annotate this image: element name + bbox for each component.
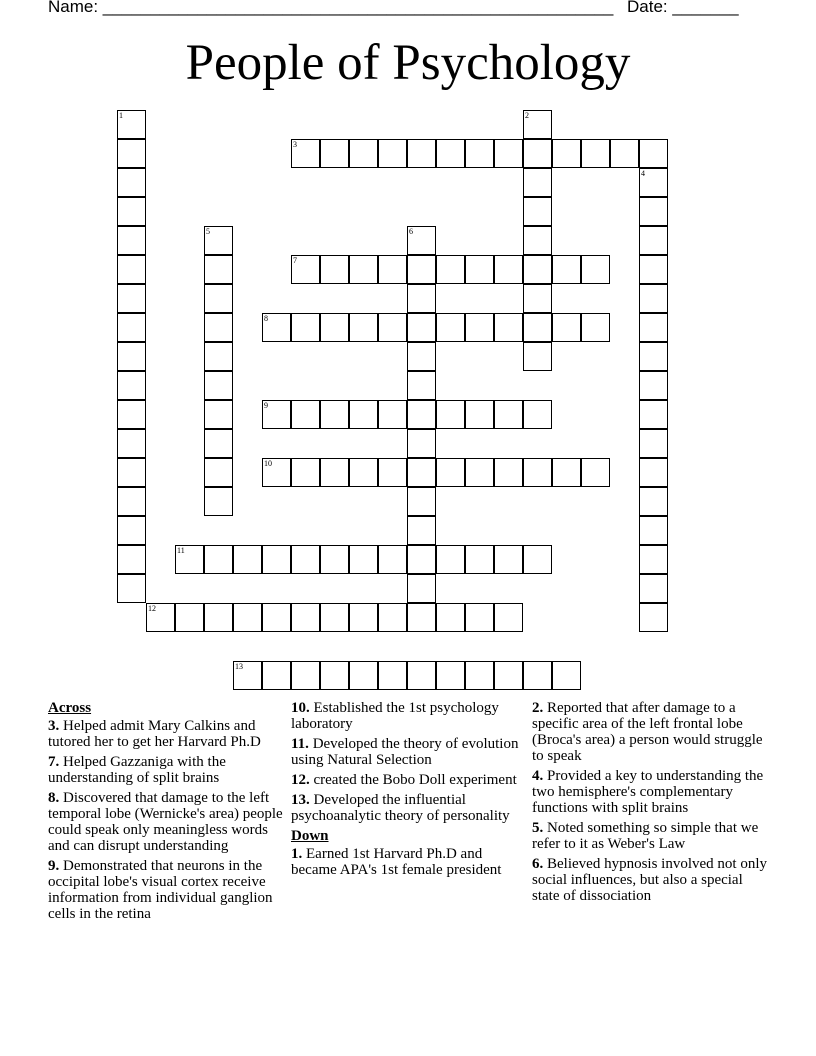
grid-cell[interactable]	[523, 226, 552, 255]
grid-cell[interactable]	[320, 400, 349, 429]
grid-cell[interactable]	[581, 313, 610, 342]
grid-cell[interactable]	[320, 313, 349, 342]
clue-down-4: 4. Provided a key to understanding the two hemisphere's complementary functions with split brains	[532, 768, 764, 816]
grid-cell[interactable]	[523, 110, 552, 139]
grid-cell[interactable]	[407, 487, 436, 516]
across-heading: Across	[48, 700, 92, 716]
grid-cell[interactable]	[204, 487, 233, 516]
clue-number: 4	[641, 169, 645, 178]
grid-cell[interactable]	[639, 574, 668, 603]
grid-cell[interactable]	[262, 313, 291, 342]
grid-cell[interactable]	[117, 429, 146, 458]
grid-cell[interactable]	[639, 603, 668, 632]
grid-cell[interactable]	[552, 313, 581, 342]
grid-cell[interactable]	[291, 255, 320, 284]
grid-cell[interactable]	[523, 661, 552, 690]
clue-down-1: 1. Earned 1st Harvard Ph.D and became APA's 1st female president	[291, 846, 502, 878]
grid-cell[interactable]	[349, 313, 378, 342]
clue-number: 7	[293, 256, 297, 265]
grid-cell[interactable]	[378, 603, 407, 632]
grid-cell[interactable]	[378, 400, 407, 429]
grid-cell[interactable]	[523, 139, 552, 168]
grid-cell[interactable]	[117, 574, 146, 603]
grid-cell[interactable]	[436, 313, 465, 342]
grid-cell[interactable]	[204, 400, 233, 429]
grid-cell[interactable]	[639, 516, 668, 545]
clue-number: 1	[119, 111, 123, 120]
grid-cell[interactable]	[639, 487, 668, 516]
clue-number: 9	[264, 401, 268, 410]
grid-cell[interactable]	[204, 429, 233, 458]
grid-cell[interactable]	[204, 342, 233, 371]
grid-cell[interactable]	[552, 139, 581, 168]
grid-cell[interactable]	[117, 371, 146, 400]
grid-cell[interactable]	[639, 284, 668, 313]
grid-cell[interactable]	[639, 400, 668, 429]
grid-cell[interactable]	[523, 458, 552, 487]
grid-cell[interactable]	[407, 255, 436, 284]
grid-cell[interactable]	[349, 458, 378, 487]
clue-number: 3	[293, 140, 297, 149]
grid-cell[interactable]	[117, 458, 146, 487]
grid-cell[interactable]	[349, 400, 378, 429]
grid-cell[interactable]	[436, 255, 465, 284]
grid-cell[interactable]	[407, 458, 436, 487]
grid-cell[interactable]	[494, 545, 523, 574]
grid-cell[interactable]	[407, 284, 436, 313]
grid-cell[interactable]	[639, 429, 668, 458]
grid-cell[interactable]	[610, 139, 639, 168]
grid-cell[interactable]	[639, 342, 668, 371]
clue-across-10: 10. Established the 1st psychology laboratory	[291, 700, 499, 732]
grid-cell[interactable]	[262, 603, 291, 632]
grid-cell[interactable]	[204, 284, 233, 313]
date-field-label: Date: _______	[627, 0, 739, 16]
grid-cell[interactable]	[320, 661, 349, 690]
clues-column-3	[532, 700, 772, 908]
grid-cell[interactable]	[204, 545, 233, 574]
grid-cell[interactable]	[552, 661, 581, 690]
grid-cell[interactable]	[639, 168, 668, 197]
grid-cell[interactable]	[407, 574, 436, 603]
grid-cell[interactable]	[407, 400, 436, 429]
grid-cell[interactable]	[233, 545, 262, 574]
grid-cell[interactable]	[117, 168, 146, 197]
grid-cell[interactable]	[639, 226, 668, 255]
grid-cell[interactable]	[639, 313, 668, 342]
grid-cell[interactable]	[117, 255, 146, 284]
grid-cell[interactable]	[436, 139, 465, 168]
grid-cell[interactable]	[523, 545, 552, 574]
grid-cell[interactable]	[320, 255, 349, 284]
grid-cell[interactable]	[204, 371, 233, 400]
grid-cell[interactable]	[117, 110, 146, 139]
grid-cell[interactable]	[494, 458, 523, 487]
down-heading: Down	[291, 828, 329, 844]
clue-down-6: 6. Believed hypnosis involved not only social influences, but also a special state of dissociation	[532, 856, 767, 904]
grid-cell[interactable]	[465, 313, 494, 342]
grid-cell[interactable]	[436, 603, 465, 632]
grid-cell[interactable]	[262, 458, 291, 487]
grid-cell[interactable]	[117, 139, 146, 168]
grid-cell[interactable]	[523, 284, 552, 313]
grid-cell[interactable]	[233, 661, 262, 690]
clue-across-7: 7. Helped Gazzaniga with the understanding of split brains	[48, 754, 226, 786]
grid-cell[interactable]	[378, 313, 407, 342]
grid-cell[interactable]	[436, 545, 465, 574]
clue-number: 10	[264, 459, 272, 468]
grid-cell[interactable]	[581, 139, 610, 168]
clue-across-11: 11. Developed the theory of evolution using Natural Selection	[291, 736, 519, 768]
grid-cell[interactable]	[117, 400, 146, 429]
grid-cell[interactable]	[204, 313, 233, 342]
grid-cell[interactable]	[117, 516, 146, 545]
grid-cell[interactable]	[291, 603, 320, 632]
grid-cell[interactable]	[262, 400, 291, 429]
grid-cell[interactable]	[146, 603, 175, 632]
grid-cell[interactable]	[639, 139, 668, 168]
grid-cell[interactable]	[465, 400, 494, 429]
grid-cell[interactable]	[494, 139, 523, 168]
grid-cell[interactable]	[349, 545, 378, 574]
clue-number: 2	[525, 111, 529, 120]
grid-cell[interactable]	[436, 458, 465, 487]
grid-cell[interactable]	[494, 603, 523, 632]
grid-cell[interactable]	[378, 458, 407, 487]
clue-number: 5	[206, 227, 210, 236]
grid-cell[interactable]	[581, 255, 610, 284]
grid-cell[interactable]	[407, 603, 436, 632]
grid-cell[interactable]	[378, 139, 407, 168]
grid-cell[interactable]	[291, 545, 320, 574]
clues-column-2	[291, 700, 527, 882]
grid-cell[interactable]	[407, 661, 436, 690]
grid-cell[interactable]	[639, 545, 668, 574]
grid-cell[interactable]	[204, 458, 233, 487]
grid-cell[interactable]	[117, 487, 146, 516]
grid-cell[interactable]	[262, 661, 291, 690]
clue-number: 13	[235, 662, 243, 671]
clue-down-5: 5. Noted something so simple that we refer to it as Weber's Law	[532, 820, 759, 852]
grid-cell[interactable]	[262, 545, 291, 574]
grid-cell[interactable]	[349, 255, 378, 284]
grid-cell[interactable]	[378, 255, 407, 284]
grid-cell[interactable]	[349, 603, 378, 632]
grid-cell[interactable]	[407, 313, 436, 342]
grid-cell[interactable]	[117, 226, 146, 255]
grid-cell[interactable]	[320, 458, 349, 487]
clue-across-8: 8. Discovered that damage to the left temporal lobe (Wernicke's area) people could speak only meaningless words and can disrupt understanding	[48, 790, 283, 854]
grid-cell[interactable]	[117, 313, 146, 342]
grid-cell[interactable]	[407, 429, 436, 458]
grid-cell[interactable]	[639, 255, 668, 284]
grid-cell[interactable]	[552, 458, 581, 487]
name-field-label: Name: ______________________________________________________	[48, 0, 614, 16]
grid-cell[interactable]	[465, 255, 494, 284]
grid-cell[interactable]	[320, 139, 349, 168]
grid-cell[interactable]	[204, 255, 233, 284]
grid-cell[interactable]	[465, 458, 494, 487]
clue-number: 8	[264, 314, 268, 323]
grid-cell[interactable]	[639, 197, 668, 226]
grid-cell[interactable]	[117, 545, 146, 574]
clue-number: 6	[409, 227, 413, 236]
grid-cell[interactable]	[465, 139, 494, 168]
grid-cell[interactable]	[204, 603, 233, 632]
clue-across-12: 12. created the Bobo Doll experiment	[291, 772, 517, 788]
grid-cell[interactable]	[117, 197, 146, 226]
grid-cell[interactable]	[523, 313, 552, 342]
clue-number: 12	[148, 604, 156, 613]
grid-cell[interactable]	[349, 661, 378, 690]
grid-cell[interactable]	[349, 139, 378, 168]
clue-across-3: 3. Helped admit Mary Calkins and tutored her to get her Harvard Ph.D	[48, 718, 261, 750]
grid-cell[interactable]	[407, 371, 436, 400]
grid-cell[interactable]	[639, 371, 668, 400]
grid-cell[interactable]	[523, 342, 552, 371]
grid-cell[interactable]	[204, 226, 233, 255]
grid-cell[interactable]	[523, 255, 552, 284]
grid-cell[interactable]	[378, 545, 407, 574]
page-title: People of Psychology	[185, 35, 631, 91]
grid-cell[interactable]	[378, 661, 407, 690]
grid-cell[interactable]	[523, 168, 552, 197]
grid-cell[interactable]	[523, 400, 552, 429]
grid-cell[interactable]	[291, 458, 320, 487]
grid-cell[interactable]	[494, 313, 523, 342]
grid-cell[interactable]	[436, 661, 465, 690]
grid-cell[interactable]	[494, 661, 523, 690]
clue-across-9: 9. Demonstrated that neurons in the occipital lobe's visual cortex receive information from individual ganglion cells in the retina	[48, 858, 273, 922]
grid-cell[interactable]	[291, 400, 320, 429]
grid-cell[interactable]	[523, 197, 552, 226]
grid-cell[interactable]	[291, 139, 320, 168]
grid-cell[interactable]	[465, 661, 494, 690]
grid-cell[interactable]	[407, 139, 436, 168]
grid-cell[interactable]	[175, 603, 204, 632]
grid-cell[interactable]	[291, 313, 320, 342]
grid-cell[interactable]	[494, 255, 523, 284]
grid-cell[interactable]	[233, 603, 262, 632]
grid-cell[interactable]	[407, 226, 436, 255]
grid-cell[interactable]	[552, 255, 581, 284]
grid-cell[interactable]	[465, 545, 494, 574]
grid-cell[interactable]	[320, 603, 349, 632]
clue-across-13: 13. Developed the influential psychoanalytic theory of personality	[291, 792, 510, 824]
grid-cell[interactable]	[407, 516, 436, 545]
grid-cell[interactable]	[465, 603, 494, 632]
grid-cell[interactable]	[320, 545, 349, 574]
clues-column-1	[48, 700, 288, 926]
grid-cell[interactable]	[639, 458, 668, 487]
grid-cell[interactable]	[117, 342, 146, 371]
grid-cell[interactable]	[581, 458, 610, 487]
grid-cell[interactable]	[291, 661, 320, 690]
grid-cell[interactable]	[407, 545, 436, 574]
grid-cell[interactable]	[436, 400, 465, 429]
grid-cell[interactable]	[494, 400, 523, 429]
clue-number: 11	[177, 546, 185, 555]
clue-down-2: 2. Reported that after damage to a specific area of the left frontal lobe (Broca's area) a person would struggle to speak	[532, 700, 763, 764]
grid-cell[interactable]	[175, 545, 204, 574]
grid-cell[interactable]	[407, 342, 436, 371]
grid-cell[interactable]	[117, 284, 146, 313]
